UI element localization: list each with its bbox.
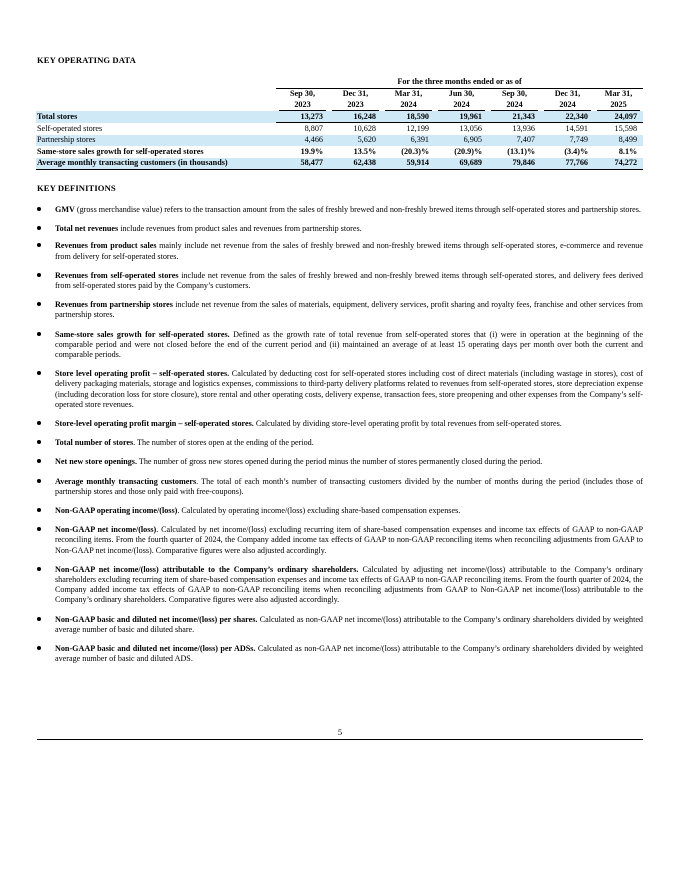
row-label: Total stores: [36, 111, 276, 123]
footer-rule: [37, 739, 643, 740]
table-cell: 21,343: [488, 111, 541, 123]
definition-item: [37, 271, 643, 291]
table-cell: 7,749: [541, 135, 594, 146]
definition-term: Net new store openings.: [55, 457, 137, 467]
table-cell: 15,598: [614, 124, 638, 134]
definition-term: Non-GAAP net income/(loss): [55, 525, 157, 535]
table-cell: 69,689: [435, 158, 488, 170]
bullet-icon: [37, 273, 41, 277]
table-cell: 13,936: [512, 124, 535, 134]
table-cell: 6,905: [435, 135, 488, 146]
table-span-header-row: [36, 76, 643, 89]
definition-item: [37, 205, 643, 215]
bullet-icon: [37, 332, 41, 336]
definition-text: include net revenue from the sales of materials, equipment, delivery services, profit sharing and royalty fees, franchise and other services from partnership stores.: [55, 300, 643, 320]
bullet-icon: [37, 617, 41, 621]
column-header: Sep 30, 2023: [276, 89, 329, 112]
span-header: For the three months ended or as of: [276, 76, 643, 89]
definition-text: Calculated by deducting cost for self-operated stores including cost of direct materials (including wastage in stores), cost of delivery packaging materials, storage and logistics expenses, commissions to third-party delivery platforms related to revenues from self-operated stores, store depreciation expense (including decoration loss for store closure), store rental and other operating costs, delivery expense, transaction fees, store preopening and other expenses from the Company’s self-operated store revenues.: [55, 369, 643, 409]
table-cell: 4,466: [276, 135, 329, 146]
table-cell: 59,914: [382, 158, 435, 170]
table-cell: 16,248: [329, 111, 382, 123]
column-header: Dec 31, 2024: [541, 89, 594, 112]
definition-term: Total number of stores: [55, 438, 134, 448]
definition-item: [37, 644, 643, 664]
page-number: 5: [337, 727, 343, 737]
bullet-icon: [37, 508, 41, 512]
definition-term: Same-store sales growth for self-operated stores.: [55, 329, 230, 339]
definition-item: [37, 525, 643, 556]
table-cell: 19,961: [435, 111, 488, 123]
table-column-header-row: [36, 89, 643, 112]
definition-text: mainly include net revenue from the sales of freshly brewed and non-freshly brewed items through self-operated stores, e-commerce and revenue from delivery for self-operated stores.: [55, 241, 643, 261]
table-cell: 10,628: [353, 124, 376, 134]
definition-text: Calculated by adjusting net income/(loss) attributable to the Company’s ordinary shareholders excluding recurring item of share-based compensation expenses and income tax effects of GAAP to non-GAAP reconciling items. From the fourth quarter of 2024, the Company added income tax effects of GAAP to non-GAAP reconciling items when reconciling adjustments from GAAP to Non-GAAP net income/(loss) attributable to the Company’s ordinary shareholders. Comparative figures were also adjusted accordingly.: [55, 564, 643, 605]
bullet-icon: [37, 646, 41, 650]
table-row-average-monthly-transacting-customers: [36, 158, 643, 170]
key-operating-data-table: [36, 76, 643, 170]
definition-term: Non-GAAP basic and diluted net income/(loss) per shares.: [55, 614, 258, 624]
bullet-icon: [37, 527, 41, 531]
row-label: Same-store sales growth for self-operated stores: [37, 146, 204, 156]
definition-term: Revenues from product sales: [55, 241, 157, 251]
table-cell: (20.3)%: [401, 146, 430, 156]
key-operating-data-title: KEY OPERATING DATA: [37, 55, 136, 65]
definition-term: Non-GAAP net income/(loss) attributable to the Company’s ordinary shareholders.: [55, 564, 359, 574]
column-header: Dec 31, 2023: [329, 89, 382, 112]
definition-text: . The number of stores open at the ending of the period.: [133, 438, 314, 448]
definition-term: GMV: [55, 205, 75, 214]
bullet-icon: [37, 302, 41, 306]
definition-text: The number of gross new stores opened during the period minus the number of stores permanently closed during the period.: [137, 457, 543, 467]
definition-term: Non-GAAP operating income/(loss): [55, 506, 178, 516]
definition-term: Revenues from partnership stores: [55, 300, 173, 310]
key-definitions-title: KEY DEFINITIONS: [37, 183, 116, 193]
table-cell: 58,477: [276, 158, 329, 170]
definition-item: [37, 419, 643, 429]
row-label: Average monthly transacting customers (in thousands): [36, 158, 276, 170]
bullet-icon: [37, 421, 41, 425]
definition-text: Defined as the growth rate of total revenue from self-operated stores that (i) were in operation at the beginning of the comparable period and were not closed before the end of the current period and (ii) maintained an average of at least 15 operating days per month over both the current and comparable periods.: [55, 329, 643, 360]
table-cell: 8,807: [304, 124, 323, 134]
row-label: Self-operated stores: [37, 123, 103, 133]
row-label: Partnership stores: [36, 135, 276, 146]
table-cell: 13.5%: [353, 146, 377, 156]
definition-item: [37, 477, 643, 497]
bullet-icon: [37, 226, 41, 230]
table-cell: 8,499: [594, 135, 643, 146]
table-row-self-operated-stores: [36, 123, 643, 135]
table-cell: 74,272: [594, 158, 643, 170]
definition-text: include revenues from product sales and revenues from partnership stores.: [118, 224, 362, 234]
table-cell: 22,340: [541, 111, 594, 123]
definition-item: [37, 330, 643, 361]
bullet-icon: [37, 440, 41, 444]
bullet-icon: [37, 243, 41, 247]
bullet-icon: [37, 567, 41, 571]
definition-term: Store level operating profit – self-operated stores.: [55, 369, 230, 379]
table-row-partnership-stores: [36, 135, 643, 146]
bullet-icon: [37, 371, 41, 375]
table-cell: 7,407: [488, 135, 541, 146]
definition-term: Revenues from self-operated stores: [55, 270, 179, 280]
definition-term: Non-GAAP basic and diluted net income/(loss) per ADSs.: [55, 644, 256, 654]
bullet-icon: [37, 479, 41, 483]
definition-item: [37, 224, 643, 234]
definition-term: Average monthly transacting customers: [55, 476, 197, 486]
definition-text: Calculated as non-GAAP net income/(loss) attributable to the Company’s ordinary shareholders divided by weighted average number of basic and diluted share.: [55, 614, 643, 634]
table-row-same-store-sales-growth: [36, 146, 643, 157]
table-cell: 13,273: [276, 111, 329, 123]
definition-term: Total net revenues: [55, 224, 119, 234]
table-cell: (13.1)%: [507, 146, 536, 156]
definition-item: [37, 369, 643, 410]
table-cell: 79,846: [488, 158, 541, 170]
column-header: Jun 30, 2024: [435, 89, 488, 112]
table-cell: 24,097: [594, 111, 643, 123]
definition-item: [37, 565, 643, 606]
table-row-total-stores: [36, 111, 643, 123]
table-cell: 13,056: [459, 124, 482, 134]
column-header: Sep 30, 2024: [488, 89, 541, 112]
definition-item: [37, 241, 643, 261]
definition-text: . Calculated by operating income/(loss) excluding share-based compensation expenses.: [177, 506, 461, 516]
definition-item: [37, 506, 643, 516]
table-cell: 12,199: [406, 124, 429, 134]
definition-text: Calculated by dividing store-level operating profit by total revenues from self-operated stores.: [253, 419, 562, 429]
column-header: Mar 31, 2024: [382, 89, 435, 112]
definition-item: [37, 457, 643, 467]
definition-text: (gross merchandise value) refers to the transaction amount from the sales of freshly brewed and non-freshly brewed items through self-operated stores and partnership stores.: [74, 205, 641, 214]
bullet-icon: [37, 207, 41, 211]
table-cell: 5,620: [329, 135, 382, 146]
definition-text: . Calculated by net income/(loss) excluding recurring item of share-based compensation expenses and income tax effects of GAAP to non-GAAP reconciling items. From the fourth quarter of 2024, the Company added income tax effects of GAAP to non-GAAP reconciling items when reconciling adjustments from GAAP to Non-GAAP net income/(loss). Comparative figures were also adjusted accordingly.: [55, 525, 644, 555]
table-cell: 62,438: [329, 158, 382, 170]
column-header: Mar 31, 2025: [594, 89, 643, 112]
definition-text: . The total of each month’s number of transacting customers divided by the number of months during the period (includes those of partnership stores and those only paid with free-coupons).: [55, 476, 643, 496]
definition-text: Calculated as non-GAAP net income/(loss) attributable to the Company’s ordinary shareholders divided by weighted average number of basic and diluted ADS.: [55, 644, 643, 664]
table-cell: 18,590: [382, 111, 435, 123]
table-cell: 77,766: [541, 158, 594, 170]
table-cell: 6,391: [382, 135, 435, 146]
table-cell: 14,591: [565, 124, 588, 134]
table-cell: 19.9%: [300, 146, 324, 156]
definition-item: [37, 615, 643, 635]
definition-text: include net revenue from the sales of freshly brewed and non-freshly brewed items through self-operated stores, and delivery fees derived from self-operated stores paid by the Company’s customers.: [55, 270, 643, 291]
table-cell: (20.9)%: [454, 146, 483, 156]
key-definitions-list: [37, 205, 643, 665]
table-cell: 8.1%: [618, 146, 638, 156]
definition-term: Store-level operating profit margin – self-operated stores.: [55, 419, 254, 429]
bullet-icon: [37, 459, 41, 463]
definition-item: [37, 438, 643, 448]
definition-item: [37, 300, 643, 320]
table-cell: (3.4)%: [564, 146, 589, 156]
